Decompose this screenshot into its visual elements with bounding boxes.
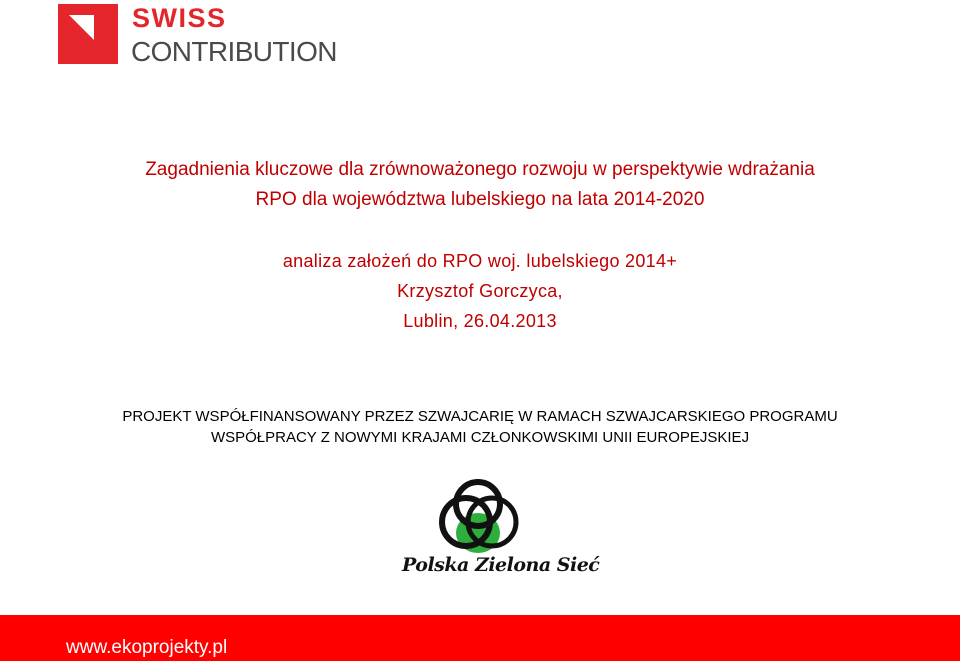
swiss-contribution-logo [58, 4, 358, 68]
document-title-line-2: RPO dla województwa lubelskiego na lata 2014-2020 [255, 189, 705, 210]
logo-contribution-text: CONTRIBUTION [131, 36, 337, 67]
document-title-line-1: Zagadnienia kluczowe dla zrównoważonego rozwoju w perspektywie wdrażania [145, 159, 815, 180]
footer-website-link[interactable]: www.ekoprojekty.pl [66, 637, 228, 658]
author-name: Krzysztof Gorczyca, [397, 281, 563, 301]
partner-logo-text: Polska Zielona Sieć [402, 554, 600, 576]
project-note-line-1: PROJEKT WSPÓŁFINANSOWANY PRZEZ SZWAJCARIĘ W RAMACH SZWAJCARSKIEGO PROGRAMU [122, 408, 838, 425]
subtitle-analysis: analiza założeń do RPO woj. lubelskiego 2014+ [282, 251, 678, 271]
swiss-contribution-mark-icon [58, 4, 118, 64]
polska-zielona-siec-logo [398, 478, 600, 590]
project-note-line-2: WSPÓŁPRACY Z NOWYMI KRAJAMI CZŁONKOWSKIMI UNII EUROPEJSKIEJ [210, 429, 750, 446]
place-date: Lublin, 26.04.2013 [403, 311, 557, 331]
three-circles-icon [432, 478, 524, 558]
logo-swiss-text: SWISS [132, 3, 227, 33]
footer-bar [0, 615, 960, 661]
